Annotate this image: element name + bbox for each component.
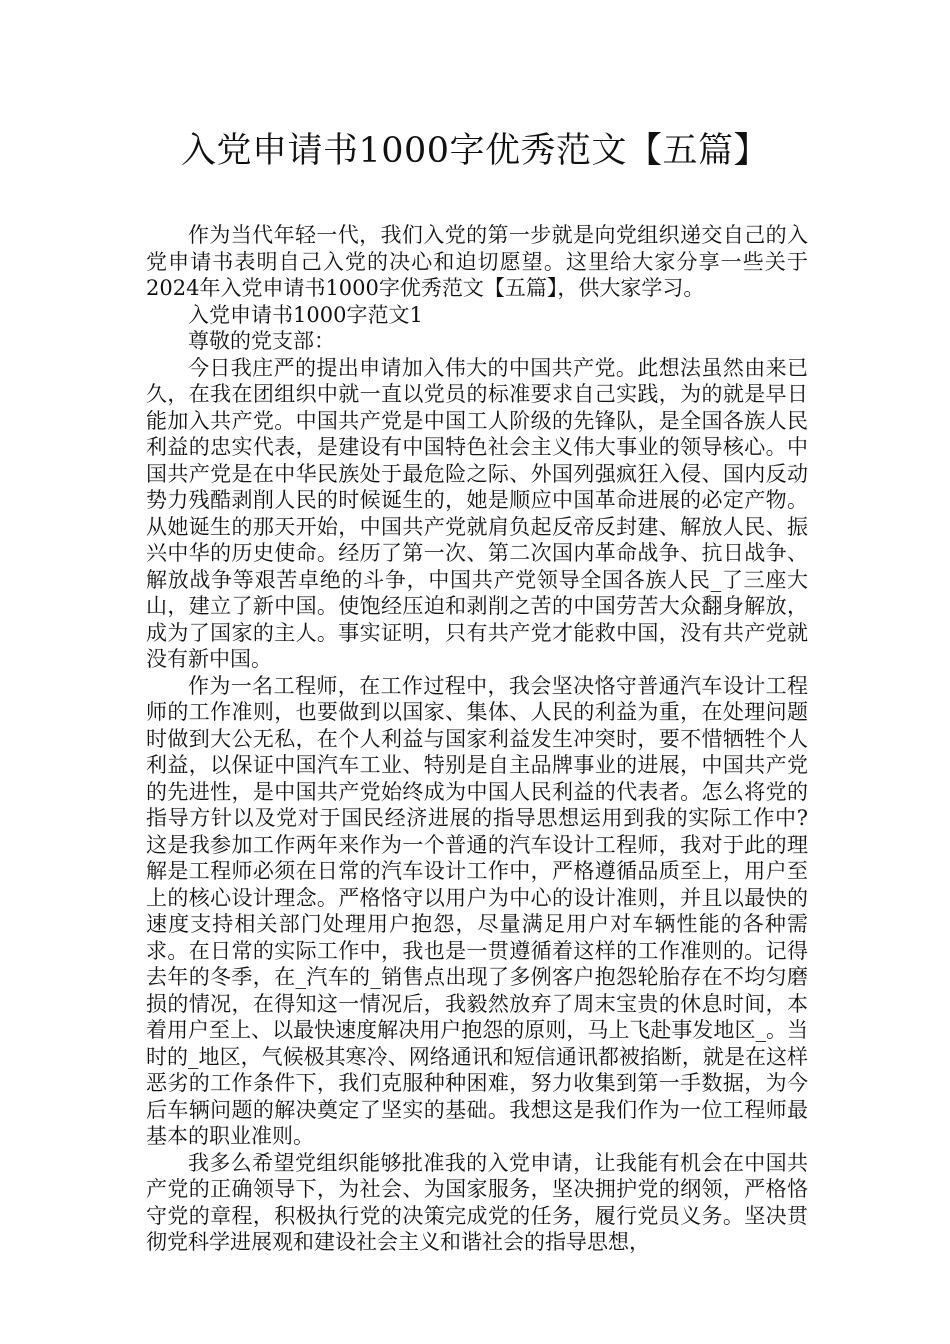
document-title: 入党申请书1000字优秀范文【五篇】	[180, 131, 770, 171]
body-paragraph: 作为一名工程师，在工作过程中，我会坚决恪守普通汽车设计工程师的工作准则，也要做到以国家、集体、人民的利益为重，在处理问题时做到大公无私，在个人利益与国家利益发生冲突时，要不惜牺牲个人利益，以保证中国汽车工业、特别是自主品牌事业的进展，中国共产党的先进性，是中国共产党始终成为中国人民利益的代表者。怎么将党的指导方针以及党对于国民经济进展的指导思想运用到我的实际工作中?这是我参加工作两年来作为一个普通的汽车设计工程师，我对于此的理解是工程师必须在日常的汽车设计工作中，严格遵循品质至上，用户至上的核心设计理念。严格恪守以用户为中心的设计准则，并且以最快的速度支持相关部门处理用户抱怨，尽量满足用户对车辆性能的各种需求。在日常的实际工作中，我也是一贯遵循着这样的工作准则的。记得去年的冬季，在_汽车的_销售点出现了多例客户抱怨轮胎存在不均匀磨损的情况，在得知这一情况后，我毅然放弃了周末宝贵的休息时间，本着用户至上、以最快速度解决用户抱怨的原则，马上飞赴事发地区_。当时的_地区，气候极其寒冷、网络通讯和短信通讯都被掐断，就是在这样恶劣的工作条件下，我们克服种种困难，努力收集到第一手数据，为今后车辆问题的解决奠定了坚实的基础。我想这是我们作为一位工程师最基本的职业准则。	[146, 673, 808, 1148]
section-heading: 入党申请书1000字范文1	[188, 302, 423, 327]
body-paragraph: 我多么希望党组织能够批准我的入党申请，让我能有机会在中国共产党的正确领导下，为社会、为国家服务，坚决拥护党的纲领，严格恪守党的章程，积极执行党的决策完成党的任务，履行党员义务。坚决贯彻党科学进展观和建设社会主义和谐社会的指导思想，	[146, 1150, 808, 1254]
document-body	[146, 222, 808, 1256]
body-paragraph: 今日我庄严的提出申请加入伟大的中国共产党。此想法虽然由来已久，在我在团组织中就一直以党员的标准要求自己实践，为的就是早日能加入共产党。中国共产党是中国工人阶级的先锋队，是全国各族人民利益的忠实代表，是建设有中国特色社会主义伟大事业的领导核心。中国共产党是在中华民族处于最危险之际、外国列强疯狂入侵、国内反动势力残酷剥削人民的时候诞生的，她是顺应中国革命进展的必定产物。从她诞生的那天开始，中国共产党就肩负起反帝反封建、解放人民、振兴中华的历史使命。经历了第一次、第二次国内革命战争、抗日战争、解放战争等艰苦卓绝的斗争，中国共产党领导全国各族人民_了三座大山，建立了新中国。使饱经压迫和剥削之苦的中国劳苦大众翻身解放，成为了国家的主人。事实证明，只有共产党才能救中国，没有共产党就没有新中国。	[146, 355, 808, 671]
salutation: 尊敬的党支部：	[188, 329, 335, 353]
intro-paragraph: 作为当代年轻一代，我们入党的第一步就是向党组织递交自己的入党申请书表明自己入党的决心和迫切愿望。这里给大家分享一些关于2024年入党申请书1000字优秀范文【五篇】，供大家学习。	[146, 223, 808, 300]
